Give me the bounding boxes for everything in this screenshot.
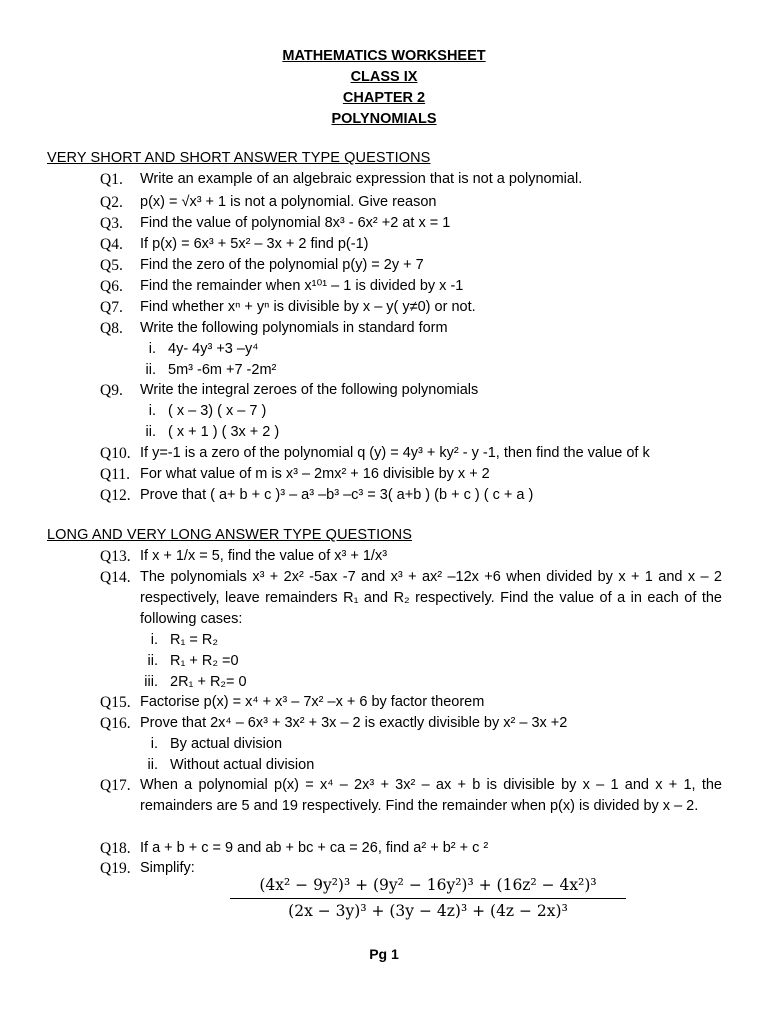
- roman-numeral: i.: [148, 403, 156, 419]
- question-number: Q13.: [100, 548, 131, 565]
- question-text: p(x) = √x³ + 1 is not a polynomial. Give reason: [140, 194, 437, 210]
- fraction-numerator: (4x² − 9y²)³ + (9y² − 16y²)³ + (16z² − 4x²)³: [259, 876, 597, 894]
- question-number: Q12.: [100, 487, 131, 504]
- section-heading-short: VERY SHORT AND SHORT ANSWER TYPE QUESTIONS: [47, 150, 431, 166]
- question-number: Q8.: [100, 320, 123, 337]
- question-number: Q11.: [100, 466, 130, 483]
- question-number: Q15.: [100, 694, 131, 711]
- question-number: Q7.: [100, 299, 123, 316]
- question-text: If y=-1 is a zero of the polynomial q (y) = 4y³ + ky² - y -1, then find the value of k: [140, 445, 650, 461]
- chapter-label: CHAPTER 2: [342, 90, 426, 106]
- question-number: Q9.: [100, 382, 123, 399]
- question-text: Factorise p(x) = x⁴ + x³ – 7x² –x + 6 by factor theorem: [140, 694, 485, 710]
- question-number: Q14.: [100, 569, 131, 586]
- section-heading-long: LONG AND VERY LONG ANSWER TYPE QUESTIONS: [47, 527, 412, 543]
- sub-item-text: By actual division: [170, 736, 283, 752]
- question-text: If x + 1/x = 5, find the value of x³ + 1/x³: [140, 548, 388, 564]
- sub-item-text: 5m³ -6m +7 -2m²: [168, 362, 277, 378]
- page-number: Pg 1: [369, 946, 399, 962]
- roman-numeral: ii.: [145, 424, 156, 440]
- question-text: For what value of m is x³ – 2mx² + 16 divisible by x + 2: [140, 466, 490, 482]
- sub-item-text: ( x + 1 ) ( 3x + 2 ): [168, 424, 280, 440]
- question-text: Find the remainder when x¹⁰¹ – 1 is divided by x -1: [140, 278, 464, 294]
- question-number: Q6.: [100, 278, 123, 295]
- question-text: If a + b + c = 9 and ab + bc + ca = 26, find a² + b² + c ²: [140, 840, 489, 856]
- roman-numeral: i.: [148, 341, 156, 357]
- sub-item-text: 4y- 4y³ +3 –y⁴: [168, 341, 259, 357]
- roman-numeral: ii.: [147, 757, 158, 773]
- topic-label: POLYNOMIALS: [331, 111, 437, 127]
- question-number: Q10.: [100, 445, 131, 462]
- worksheet-header: [0, 46, 768, 130]
- roman-numeral: i.: [150, 632, 158, 648]
- question-number: Q17.: [100, 777, 131, 794]
- question-text: Write the integral zeroes of the following polynomials: [140, 382, 479, 398]
- simplify-fraction: [228, 876, 628, 920]
- question-text: Write the following polynomials in standard form: [140, 320, 448, 336]
- roman-numeral: i.: [150, 736, 158, 752]
- roman-numeral: ii.: [147, 653, 158, 669]
- sub-item-text: R₁ = R₂: [170, 632, 218, 648]
- question-number: Q16.: [100, 715, 131, 732]
- worksheet-title: MATHEMATICS WORKSHEET: [282, 48, 486, 64]
- question-text: Prove that 2x⁴ – 6x³ + 3x² + 3x – 2 is exactly divisible by x² – 3x +2: [140, 715, 568, 731]
- question-text: Find the value of polynomial 8x³ - 6x² +2 at x = 1: [140, 215, 451, 231]
- question-number: Q19.: [100, 860, 131, 877]
- question-number: Q3.: [100, 215, 123, 232]
- sub-item-text: Without actual division: [170, 757, 315, 773]
- question-text: Find whether xⁿ + yⁿ is divisible by x – y( y≠0) or not.: [140, 299, 476, 315]
- question-text: Write an example of an algebraic expression that is not a polynomial.: [140, 171, 583, 187]
- question-number: Q2.: [100, 194, 123, 211]
- question-text: If p(x) = 6x³ + 5x² – 3x + 2 find p(-1): [140, 236, 369, 252]
- fraction-denominator: (2x − 3y)³ + (3y − 4z)³ + (4z − 2x)³: [288, 902, 568, 920]
- question-text: When a polynomial p(x) = x⁴ – 2x³ + 3x² – ax + b is divisible by x – 1 and x + 1, the remainders are 5 and 19 respectively. Find the remainder when p(x) is divided by x – 2.: [140, 777, 722, 814]
- question-text: The polynomials x³ + 2x² -5ax -7 and x³ + ax² –12x +6 when divided by x + 1 and x – 2 respectively, leave remainders R₁ and R₂ respectively. Find the value of a in each of the following cases:: [140, 569, 722, 627]
- sub-item-text: 2R₁ + R₂= 0: [170, 674, 247, 690]
- question-number: Q1.: [100, 171, 123, 188]
- class-label: CLASS IX: [350, 69, 418, 85]
- question-text: Prove that ( a+ b + c )³ – a³ –b³ –c³ = 3( a+b ) (b + c ) ( c + a ): [140, 487, 534, 503]
- roman-numeral: ii.: [145, 362, 156, 378]
- roman-numeral: iii.: [144, 674, 158, 690]
- sub-item-text: ( x – 3) ( x – 7 ): [168, 403, 267, 419]
- question-number: Q5.: [100, 257, 123, 274]
- question-text: Simplify:: [140, 860, 195, 876]
- question-text: Find the zero of the polynomial p(y) = 2y + 7: [140, 257, 424, 273]
- sub-item-text: R₁ + R₂ =0: [170, 653, 239, 669]
- question-number: Q4.: [100, 236, 123, 253]
- question-number: Q18.: [100, 840, 131, 857]
